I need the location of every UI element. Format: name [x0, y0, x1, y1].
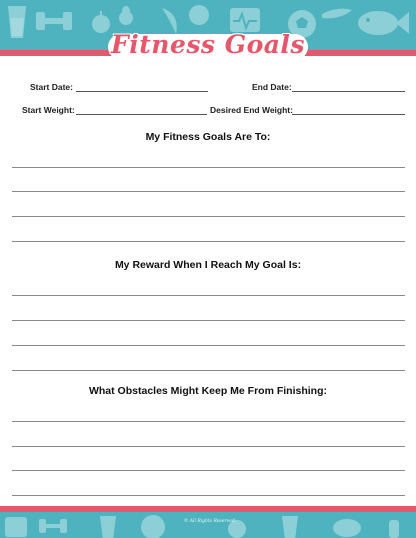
footer-pink-stripe: [0, 506, 416, 512]
dumbbell-icon: [34, 6, 74, 36]
heart-rate-monitor-icon: [4, 516, 28, 538]
start-date-label: Start Date:: [30, 82, 73, 92]
obstacles-line-3[interactable]: [12, 470, 405, 471]
goals-line-1[interactable]: [12, 167, 405, 168]
water-glass-icon: [280, 514, 300, 538]
obstacles-heading: What Obstacles Might Keep Me From Finishing:: [88, 385, 327, 397]
water-glass-icon: [6, 4, 28, 40]
start-weight-label: Start Weight:: [22, 105, 75, 115]
plate-icon: [188, 4, 210, 26]
title-badge: [108, 30, 308, 66]
end-date-label: End Date:: [252, 82, 292, 92]
goals-line-4[interactable]: [12, 241, 405, 242]
bottle-icon: [386, 516, 402, 538]
reward-line-4[interactable]: [12, 370, 405, 371]
start-weight-line[interactable]: [76, 114, 207, 115]
fish-icon: [354, 6, 410, 40]
goals-line-3[interactable]: [12, 216, 405, 217]
desired-end-weight-label: Desired End Weight:: [210, 105, 293, 115]
reward-line-3[interactable]: [12, 345, 405, 346]
reward-line-1[interactable]: [12, 295, 405, 296]
plate-icon: [332, 514, 362, 538]
goals-heading: My Fitness Goals Are To:: [145, 131, 271, 143]
end-date-line[interactable]: [292, 91, 405, 92]
goals-line-2[interactable]: [12, 191, 405, 192]
dumbbell-icon: [38, 516, 68, 536]
water-glass-icon: [98, 514, 118, 538]
reward-line-2[interactable]: [12, 320, 405, 321]
obstacles-line-2[interactable]: [12, 446, 405, 447]
desired-end-weight-line[interactable]: [292, 114, 405, 115]
page-title: Fitness Goals: [110, 30, 306, 59]
soccer-ball-icon: [140, 514, 166, 538]
obstacles-line-1[interactable]: [12, 421, 405, 422]
carrot-icon: [320, 4, 354, 28]
reward-heading: My Reward When I Reach My Goal Is:: [114, 259, 302, 271]
pear-icon: [118, 4, 134, 26]
start-date-line[interactable]: [76, 91, 208, 92]
obstacles-line-4[interactable]: [12, 495, 405, 496]
copyright-text: © All Rights Reserved.: [183, 519, 237, 524]
